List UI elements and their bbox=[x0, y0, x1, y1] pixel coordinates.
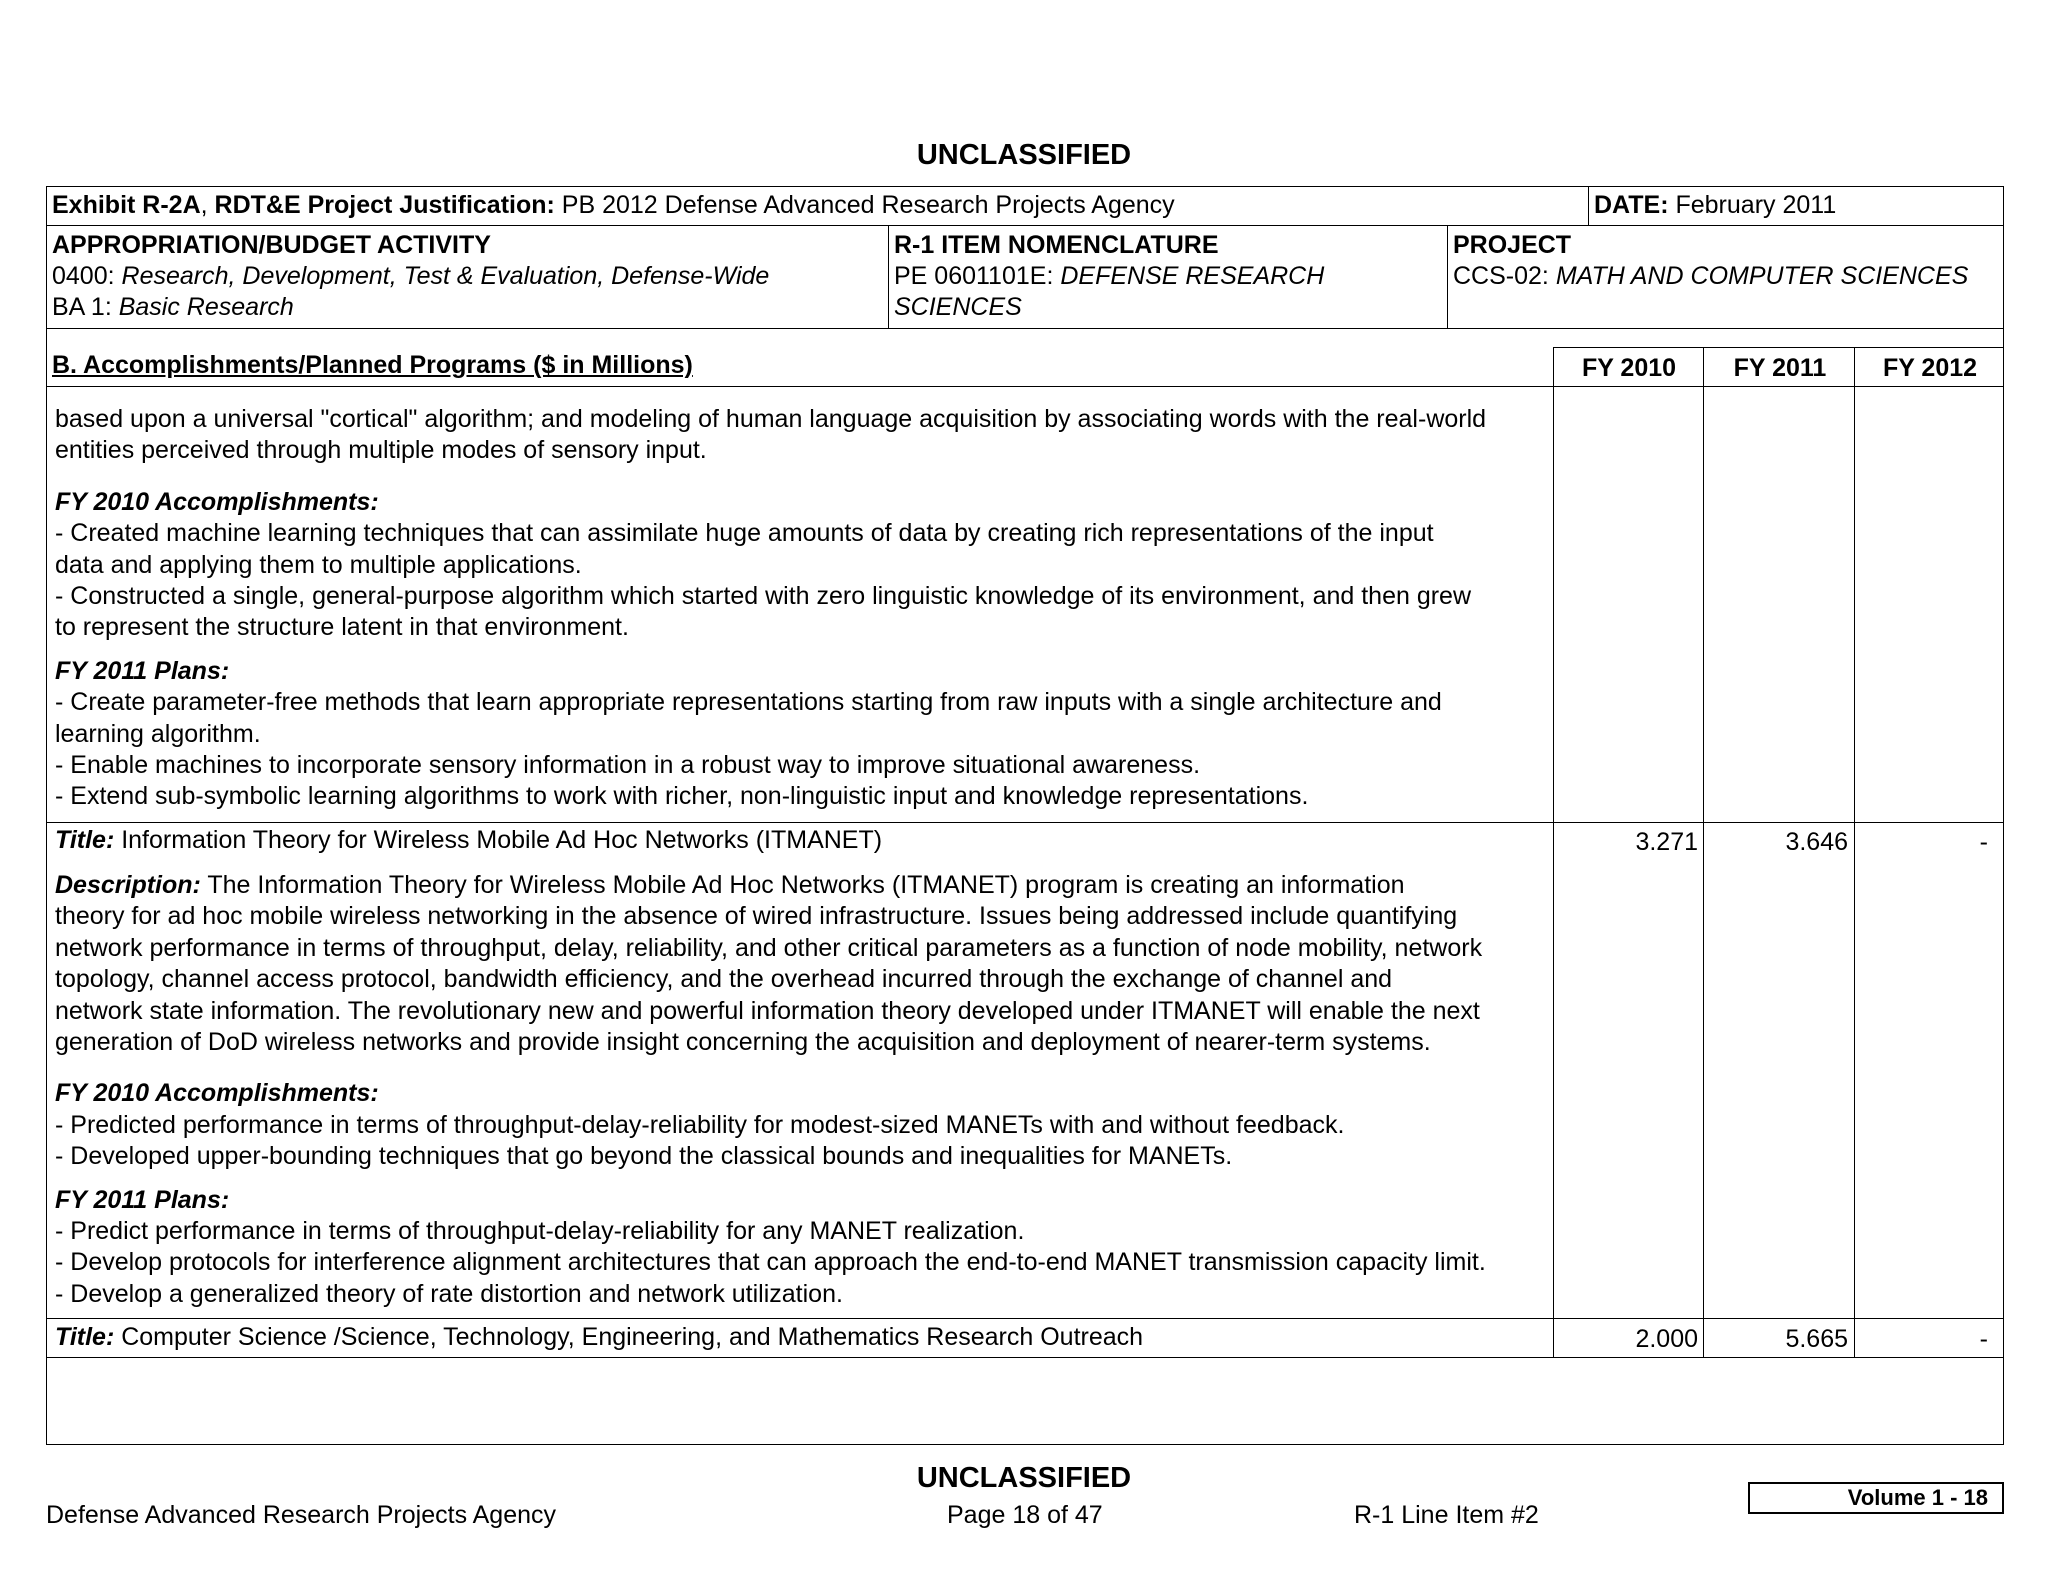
block2-acc-line: - Developed upper-bounding techniques that go beyond the classical bounds and inequalities for MANETs. bbox=[55, 1142, 1233, 1171]
footer-agency: Defense Advanced Research Projects Agency bbox=[46, 1501, 557, 1529]
project-cell bbox=[1453, 230, 1968, 292]
appropriation-label: APPROPRIATION/BUDGET ACTIVITY bbox=[52, 231, 491, 259]
block1-acc-line: data and applying them to multiple applications. bbox=[55, 550, 582, 579]
block2-fy2011: 3.646 bbox=[1785, 828, 1848, 856]
block3-fy2011: 5.665 bbox=[1785, 1325, 1848, 1353]
exhibit-title bbox=[52, 190, 1175, 221]
block1-intro-line: entities perceived through multiple modes of sensory input. bbox=[55, 436, 707, 465]
block3-title-value: Computer Science /Science, Technology, Engineering, and Mathematics Research Outreach bbox=[114, 1323, 1144, 1351]
block1-bottom bbox=[46, 822, 2004, 823]
block2-title bbox=[55, 825, 882, 856]
block1-intro-line: based upon a universal "cortical" algorithm; and modeling of human language acquisition by associating words with the real-world bbox=[55, 405, 1487, 433]
appropriation-code: 0400: bbox=[52, 262, 122, 290]
section-title: B. Accomplishments/Planned Programs ($ in Millions) bbox=[52, 351, 693, 379]
fy2012-header: FY 2012 bbox=[1882, 354, 1978, 382]
r1-label: R-1 ITEM NOMENCLATURE bbox=[894, 231, 1219, 259]
block2-desc-line: theory for ad hoc mobile wireless networking in the absence of wired infrastructure. Issues being addressed include quantifying bbox=[55, 902, 1458, 931]
block2-title-value: Information Theory for Wireless Mobile Ad Hoc Networks (ITMANET) bbox=[114, 826, 883, 854]
block2-desc-line: topology, channel access protocol, bandwidth efficiency, and the overhead incurred through the exchange of channel and bbox=[55, 965, 1393, 994]
r1-name-line1: DEFENSE RESEARCH bbox=[1060, 262, 1325, 290]
block1-acc-line: - Constructed a single, general-purpose algorithm which started with zero linguistic knowledge of its environment, and then grew bbox=[55, 582, 1472, 611]
fy-header-top bbox=[1553, 347, 2004, 348]
footer-page: Page 18 of 47 bbox=[947, 1501, 1103, 1529]
date-divider bbox=[1588, 186, 1589, 225]
r1-name-line2: SCIENCES bbox=[894, 293, 1022, 321]
top-classification: UNCLASSIFIED bbox=[916, 139, 1132, 171]
block1-content bbox=[55, 404, 1555, 813]
project-code: CCS-02: bbox=[1453, 262, 1556, 290]
appropriation-cell bbox=[52, 230, 769, 323]
block2-desc-line: generation of DoD wireless networks and provide insight concerning the acquisition and deployment of nearer-term systems. bbox=[55, 1028, 1431, 1057]
exhibit-sep: , bbox=[200, 191, 215, 219]
block2-content bbox=[55, 870, 1555, 1310]
ba-name: Basic Research bbox=[118, 293, 294, 321]
block2-fy2012: - bbox=[1979, 828, 1988, 856]
block1-plans-line: - Create parameter-free methods that learn appropriate representations starting from raw inputs with a single architecture and bbox=[55, 688, 1442, 717]
block2-title-label: Title: bbox=[55, 826, 115, 854]
r1-divider bbox=[888, 225, 889, 328]
exhibit-label: Exhibit R-2A bbox=[52, 191, 201, 219]
header-row-divider bbox=[46, 225, 2004, 226]
header-bottom-divider bbox=[46, 328, 2004, 329]
section-header-bottom bbox=[46, 386, 2004, 387]
appropriation-name: Research, Development, Test & Evaluation, Defense-Wide bbox=[121, 262, 770, 290]
footer-volume-box: Volume 1 - 18 bbox=[1748, 1482, 2004, 1514]
block2-plans-line: - Predict performance in terms of throughput-delay-reliability for any MANET realization. bbox=[55, 1217, 1025, 1246]
block3-fy2012: - bbox=[1979, 1325, 1988, 1353]
footer-line-item: R-1 Line Item #2 bbox=[1354, 1501, 1539, 1529]
block2-acc-heading: FY 2010 Accomplishments: bbox=[55, 1079, 379, 1108]
block2-desc-line: The Information Theory for Wireless Mobile Ad Hoc Networks (ITMANET) program is creating an information bbox=[200, 871, 1405, 899]
block1-plans-line: - Extend sub-symbolic learning algorithms to work with richer, non-linguistic input and knowledge representations. bbox=[55, 782, 1309, 811]
r1-code: PE 0601101E: bbox=[894, 262, 1061, 290]
r1-cell bbox=[894, 230, 1324, 323]
block2-desc-line: network performance in terms of throughput, delay, reliability, and other critical parameters as a function of node mobility, network bbox=[55, 933, 1483, 962]
justification-value: PB 2012 Defense Advanced Research Projects Agency bbox=[554, 191, 1175, 219]
block3-bottom bbox=[46, 1357, 2004, 1358]
block2-plans-line: - Develop a generalized theory of rate distortion and network utilization. bbox=[55, 1279, 843, 1308]
block2-acc-line: - Predicted performance in terms of throughput-delay-reliability for modest-sized MANETs with and without feedback. bbox=[55, 1110, 1345, 1139]
ba-code: BA 1: bbox=[52, 293, 119, 321]
project-divider bbox=[1447, 225, 1448, 328]
block2-desc-line: network state information. The revolutionary new and powerful information theory developed under ITMANET will enable the next bbox=[55, 996, 1480, 1025]
block1-acc-line: to represent the structure latent in that environment. bbox=[55, 613, 629, 642]
block2-fy2010: 3.271 bbox=[1635, 828, 1698, 856]
date-label: DATE: bbox=[1594, 191, 1669, 219]
block2-desc-label: Description: bbox=[55, 871, 201, 899]
project-name: MATH AND COMPUTER SCIENCES bbox=[1555, 262, 1969, 290]
block3-fy2010: 2.000 bbox=[1635, 1325, 1698, 1353]
col-divider-fy2011 bbox=[1703, 347, 1704, 1357]
fy2011-header: FY 2011 bbox=[1733, 354, 1827, 382]
justification-label: RDT&E Project Justification: bbox=[214, 191, 555, 219]
block3-title-label: Title: bbox=[55, 1323, 115, 1351]
bottom-classification: UNCLASSIFIED bbox=[916, 1462, 1132, 1494]
block2-plans-line: - Develop protocols for interference alignment architectures that can approach the end-to-end MANET transmission capacity limit. bbox=[55, 1248, 1486, 1277]
block3-title bbox=[55, 1322, 1143, 1353]
block1-acc-line: - Created machine learning techniques that can assimilate huge amounts of data by creating rich representations of the input bbox=[55, 519, 1434, 548]
block1-plans-line: learning algorithm. bbox=[55, 719, 261, 748]
fy2010-header: FY 2010 bbox=[1581, 354, 1677, 382]
project-label: PROJECT bbox=[1453, 231, 1572, 259]
date-value: February 2011 bbox=[1668, 191, 1837, 219]
block1-acc-heading: FY 2010 Accomplishments: bbox=[55, 487, 379, 516]
block2-plans-heading: FY 2011 Plans: bbox=[55, 1185, 230, 1214]
date-cell bbox=[1594, 190, 1836, 221]
block2-bottom bbox=[46, 1318, 2004, 1319]
block1-plans-line: - Enable machines to incorporate sensory information in a robust way to improve situational awareness. bbox=[55, 751, 1201, 780]
block1-plans-heading: FY 2011 Plans: bbox=[55, 656, 230, 685]
